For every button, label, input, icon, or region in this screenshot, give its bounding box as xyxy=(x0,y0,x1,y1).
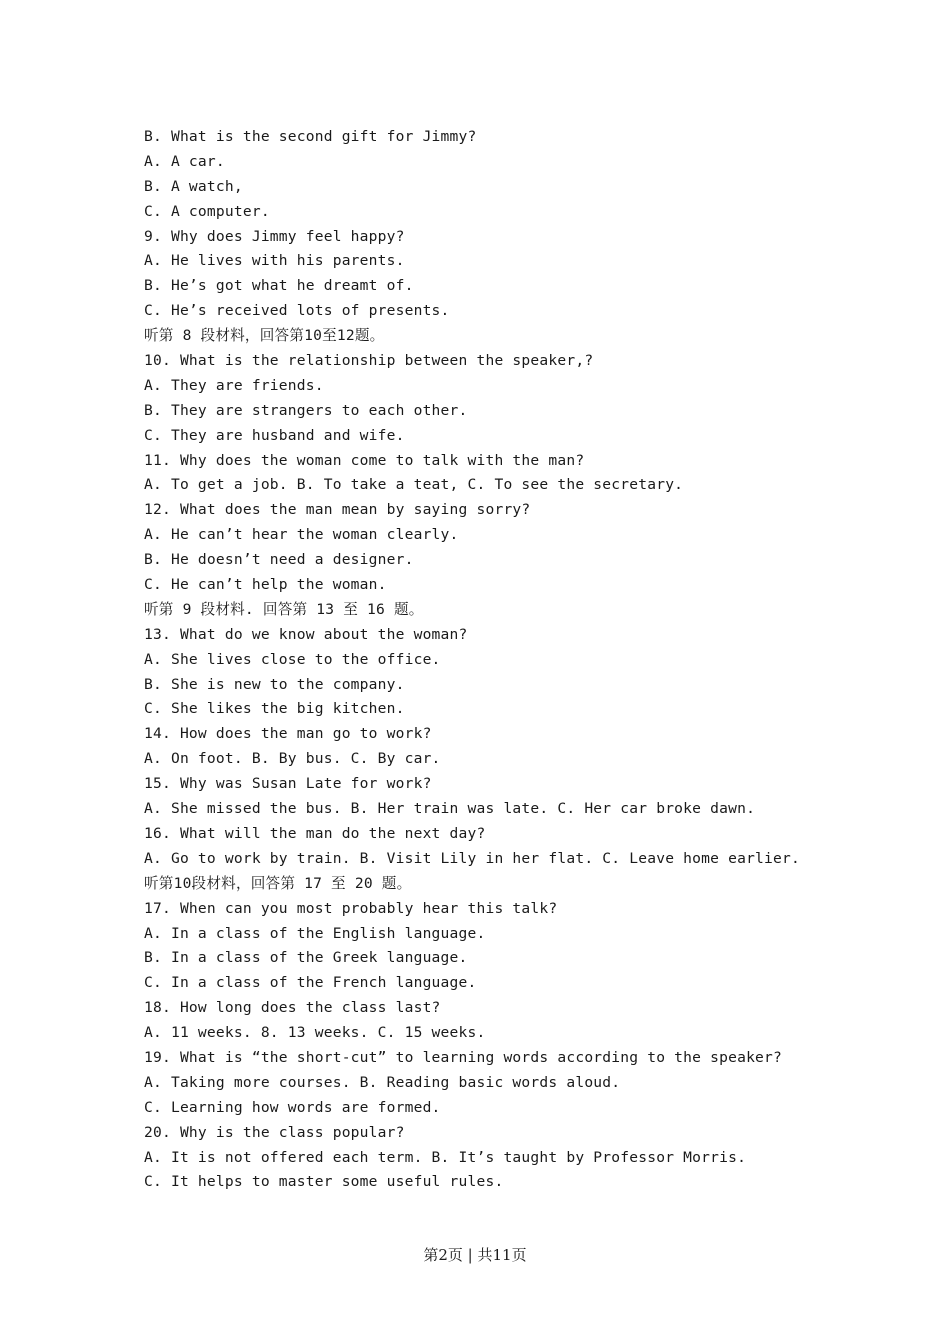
text-line: C. They are husband and wife. xyxy=(144,426,405,444)
text-line: A. She missed the bus. B. Her train was late. C. Her car broke dawn. xyxy=(144,800,756,818)
text-line: A. In a class of the English language. xyxy=(144,924,486,942)
text-line: B. A watch, xyxy=(144,177,243,195)
text-line: C. Learning how words are formed. xyxy=(144,1098,441,1116)
text-line: A. A car. xyxy=(144,152,225,170)
text-line: 16. What will the man do the next day? xyxy=(144,824,486,842)
text-line: B. What is the second gift for Jimmy? xyxy=(144,128,477,145)
text-line: 20. Why is the class popular? xyxy=(144,1123,405,1141)
section-heading: 听第 8 段材料，回答第10至12题。 xyxy=(144,327,385,345)
text-line: A. They are friends. xyxy=(144,376,324,394)
text-line: B. He’s got what he dreamt of. xyxy=(144,277,414,295)
text-line: A. He lives with his parents. xyxy=(144,252,405,270)
text-line: 15. Why was Susan Late for work? xyxy=(144,775,432,793)
text-line: 11. Why does the woman come to talk with the man? xyxy=(144,451,585,469)
text-line: A. She lives close to the office. xyxy=(144,650,441,668)
text-line: B. In a class of the Greek language. xyxy=(144,949,468,967)
text-line: A. Taking more courses. B. Reading basic words aloud. xyxy=(144,1073,621,1091)
text-line: C. She likes the big kitchen. xyxy=(144,700,405,718)
text-line: C. In a class of the French language. xyxy=(144,974,477,992)
section-heading: 听第10段材料，回答第 17 至 20 题。 xyxy=(144,874,412,892)
text-line: A. It is not offered each term. B. It’s taught by Professor Morris. xyxy=(144,1148,747,1166)
text-line: B. He doesn’t need a designer. xyxy=(144,551,414,569)
text-line: 14. How does the man go to work? xyxy=(144,725,432,743)
text-line: A. To get a job. B. To take a teat, C. To see the secretary. xyxy=(144,476,684,494)
section-heading: 听第 9 段材料. 回答第 13 至 16 题。 xyxy=(144,600,424,618)
text-line: A. 11 weeks. 8. 13 weeks. C. 15 weeks. xyxy=(144,1024,486,1042)
text-line: 17. When can you most probably hear this talk? xyxy=(144,899,558,917)
text-line: B. They are strangers to each other. xyxy=(144,401,468,419)
text-line: C. It helps to master some useful rules. xyxy=(144,1173,504,1191)
text-line: C. He can’t help the woman. xyxy=(144,576,387,594)
text-line: C. He’s received lots of presents. xyxy=(144,302,450,320)
text-line: 10. What is the relationship between the speaker,? xyxy=(144,352,594,370)
text-line: C. A computer. xyxy=(144,202,270,220)
text-line: B. She is new to the company. xyxy=(144,675,405,693)
text-line: 13. What do we know about the woman? xyxy=(144,625,468,643)
text-line: 19. What is “the short-cut” to learning words according to the speaker? xyxy=(144,1048,783,1066)
question-list xyxy=(144,125,844,1195)
text-line: 18. How long does the class last? xyxy=(144,999,441,1017)
text-line: A. He can’t hear the woman clearly. xyxy=(144,526,459,544)
text-line: 12. What does the man mean by saying sorry? xyxy=(144,501,531,519)
text-line: 9. Why does Jimmy feel happy? xyxy=(144,227,405,245)
text-line: A. On foot. B. By bus. C. By car. xyxy=(144,750,441,768)
page-number-footer: 第2页 | 共11页 xyxy=(423,1246,527,1264)
text-line: A. Go to work by train. B. Visit Lily in her flat. C. Leave home earlier. xyxy=(144,849,800,867)
